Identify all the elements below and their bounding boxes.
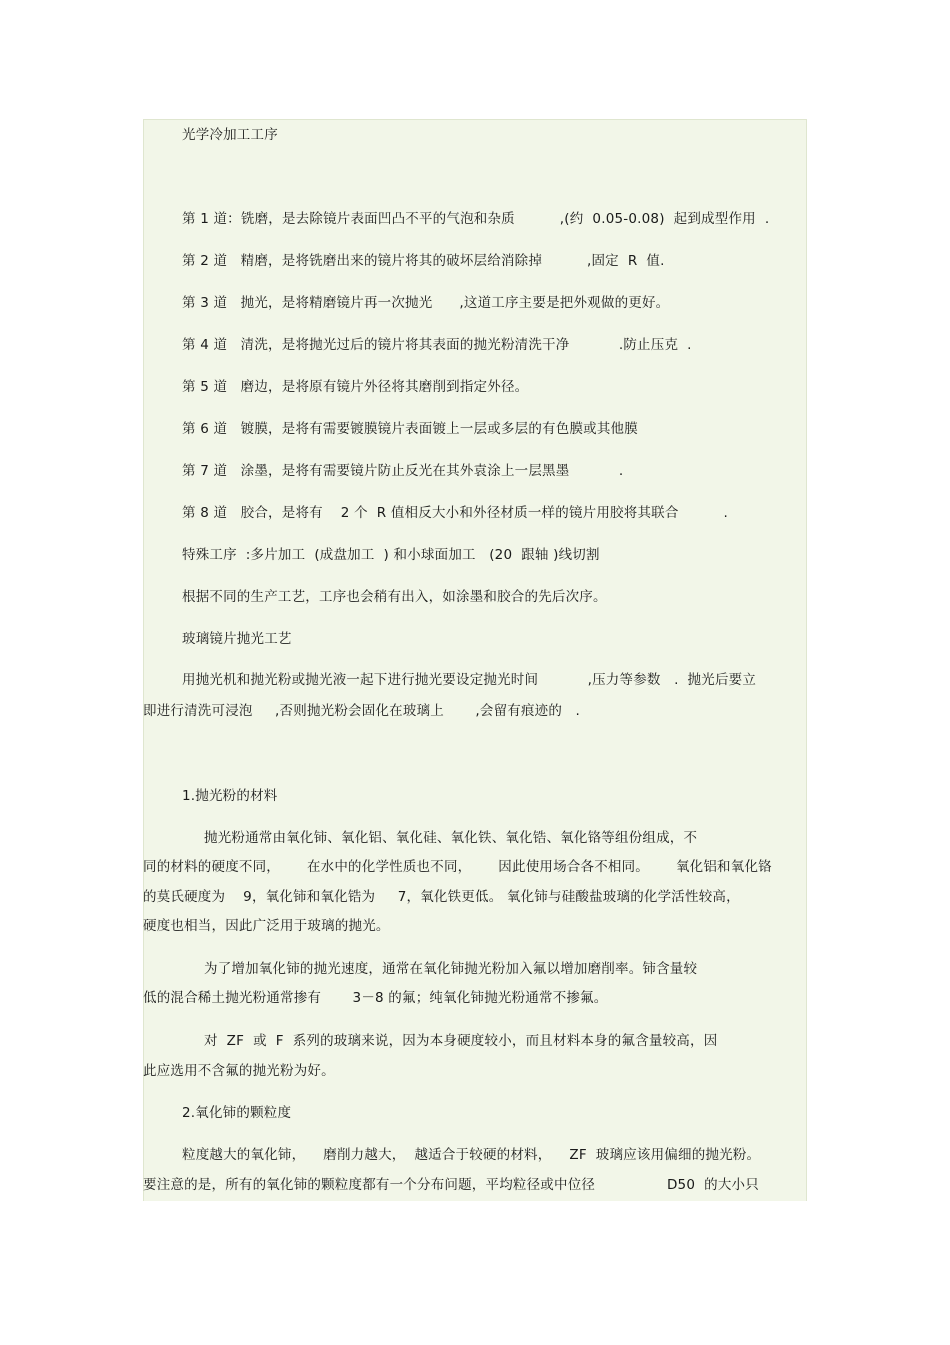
heading-ceria-particle-size: 2.氧化铈的颗粒度	[182, 1105, 292, 1121]
step-7: 第 7 道 涂墨，是将有需要镜片防止反光在其外袁涂上一层黑墨 .	[182, 463, 624, 479]
intro-line-1: 用抛光机和抛光粉或抛光液一起下进行抛光要设定抛光时间 ,压力等参数 . 抛光后要立	[182, 672, 757, 688]
para1-line-4: 硬度也相当，因此广泛用于玻璃的抛光。	[143, 918, 390, 934]
step-4: 第 4 道 清洗，是将抛光过后的镜片将其表面的抛光粉清洗干净 .防止压克 .	[182, 337, 692, 353]
para2-line-2: 低的混合稀土抛光粉通常掺有 3－8 的氟；纯氧化铈抛光粉通常不掺氟。	[143, 990, 608, 1006]
step-3: 第 3 道 抛光，是将精磨镜片再一次抛光 ,这道工序主要是把外观做的更好。	[182, 295, 670, 311]
intro-line-2: 即进行清洗可浸泡 ,否则抛光粉会固化在玻璃上 ,会留有痕迹的 .	[143, 703, 581, 719]
section-title: 玻璃镜片抛光工艺	[182, 631, 292, 647]
para1-line-2: 同的材料的硬度不同， 在水中的化学性质也不同， 因此使用场合各不相同。 氧化铝和氧化铬	[143, 859, 772, 875]
para2-line-1: 为了增加氧化铈的抛光速度，通常在氧化铈抛光粉加入氟以增加磨削率。铈含量较	[204, 961, 698, 977]
step-6: 第 6 道 镀膜，是将有需要镀膜镜片表面镀上一层或多层的有色膜或其他膜	[182, 421, 638, 437]
special-process: 特殊工序 :多片加工 (成盘加工 ) 和小球面加工 (20 跟轴 )线切割	[182, 547, 600, 563]
step-8: 第 8 道 胶合，是将有 2 个 R 值相反大小和外径材质一样的镜片用胶将其联合 .	[182, 505, 728, 521]
para1-line-3: 的莫氏硬度为 9，氧化铈和氧化锆为 7，氧化铁更低。 氧化铈与硅酸盐玻璃的化学活性较高，	[143, 889, 740, 905]
step-5: 第 5 道 磨边，是将原有镜片外径将其磨削到指定外径。	[182, 379, 529, 395]
process-note: 根据不同的生产工艺，工序也会稍有出入，如涂墨和胶合的先后次序。	[182, 589, 607, 605]
step-1: 第 1 道：铣磨，是去除镜片表面凹凸不平的气泡和杂质 ,(约 0.05-0.08) 起到成型作用 .	[182, 211, 770, 227]
heading-polishing-powder-material: 1.抛光粉的材料	[182, 788, 278, 804]
step-2: 第 2 道 精磨，是将铣磨出来的镜片将其的破坏层给消除掉 ,固定 R 值.	[182, 253, 665, 269]
para4-line-1: 粒度越大的氧化铈， 磨削力越大， 越适合于较硬的材料， ZF 玻璃应该用偏细的抛光粉。	[182, 1147, 761, 1163]
para3-line-1: 对 ZF 或 F 系列的玻璃来说，因为本身硬度较小，而且材料本身的氟含量较高，因	[204, 1033, 718, 1049]
para3-line-2: 此应选用不含氟的抛光粉为好。	[143, 1063, 335, 1079]
para1-line-1: 抛光粉通常由氧化铈、氧化铝、氧化硅、氧化铁、氧化锆、氧化铬等组份组成，不	[204, 830, 698, 846]
para4-line-2: 要注意的是，所有的氧化铈的颗粒度都有一个分布问题，平均粒径或中位径 D50 的大小只	[143, 1177, 759, 1193]
document-title: 光学冷加工工序	[182, 127, 278, 143]
